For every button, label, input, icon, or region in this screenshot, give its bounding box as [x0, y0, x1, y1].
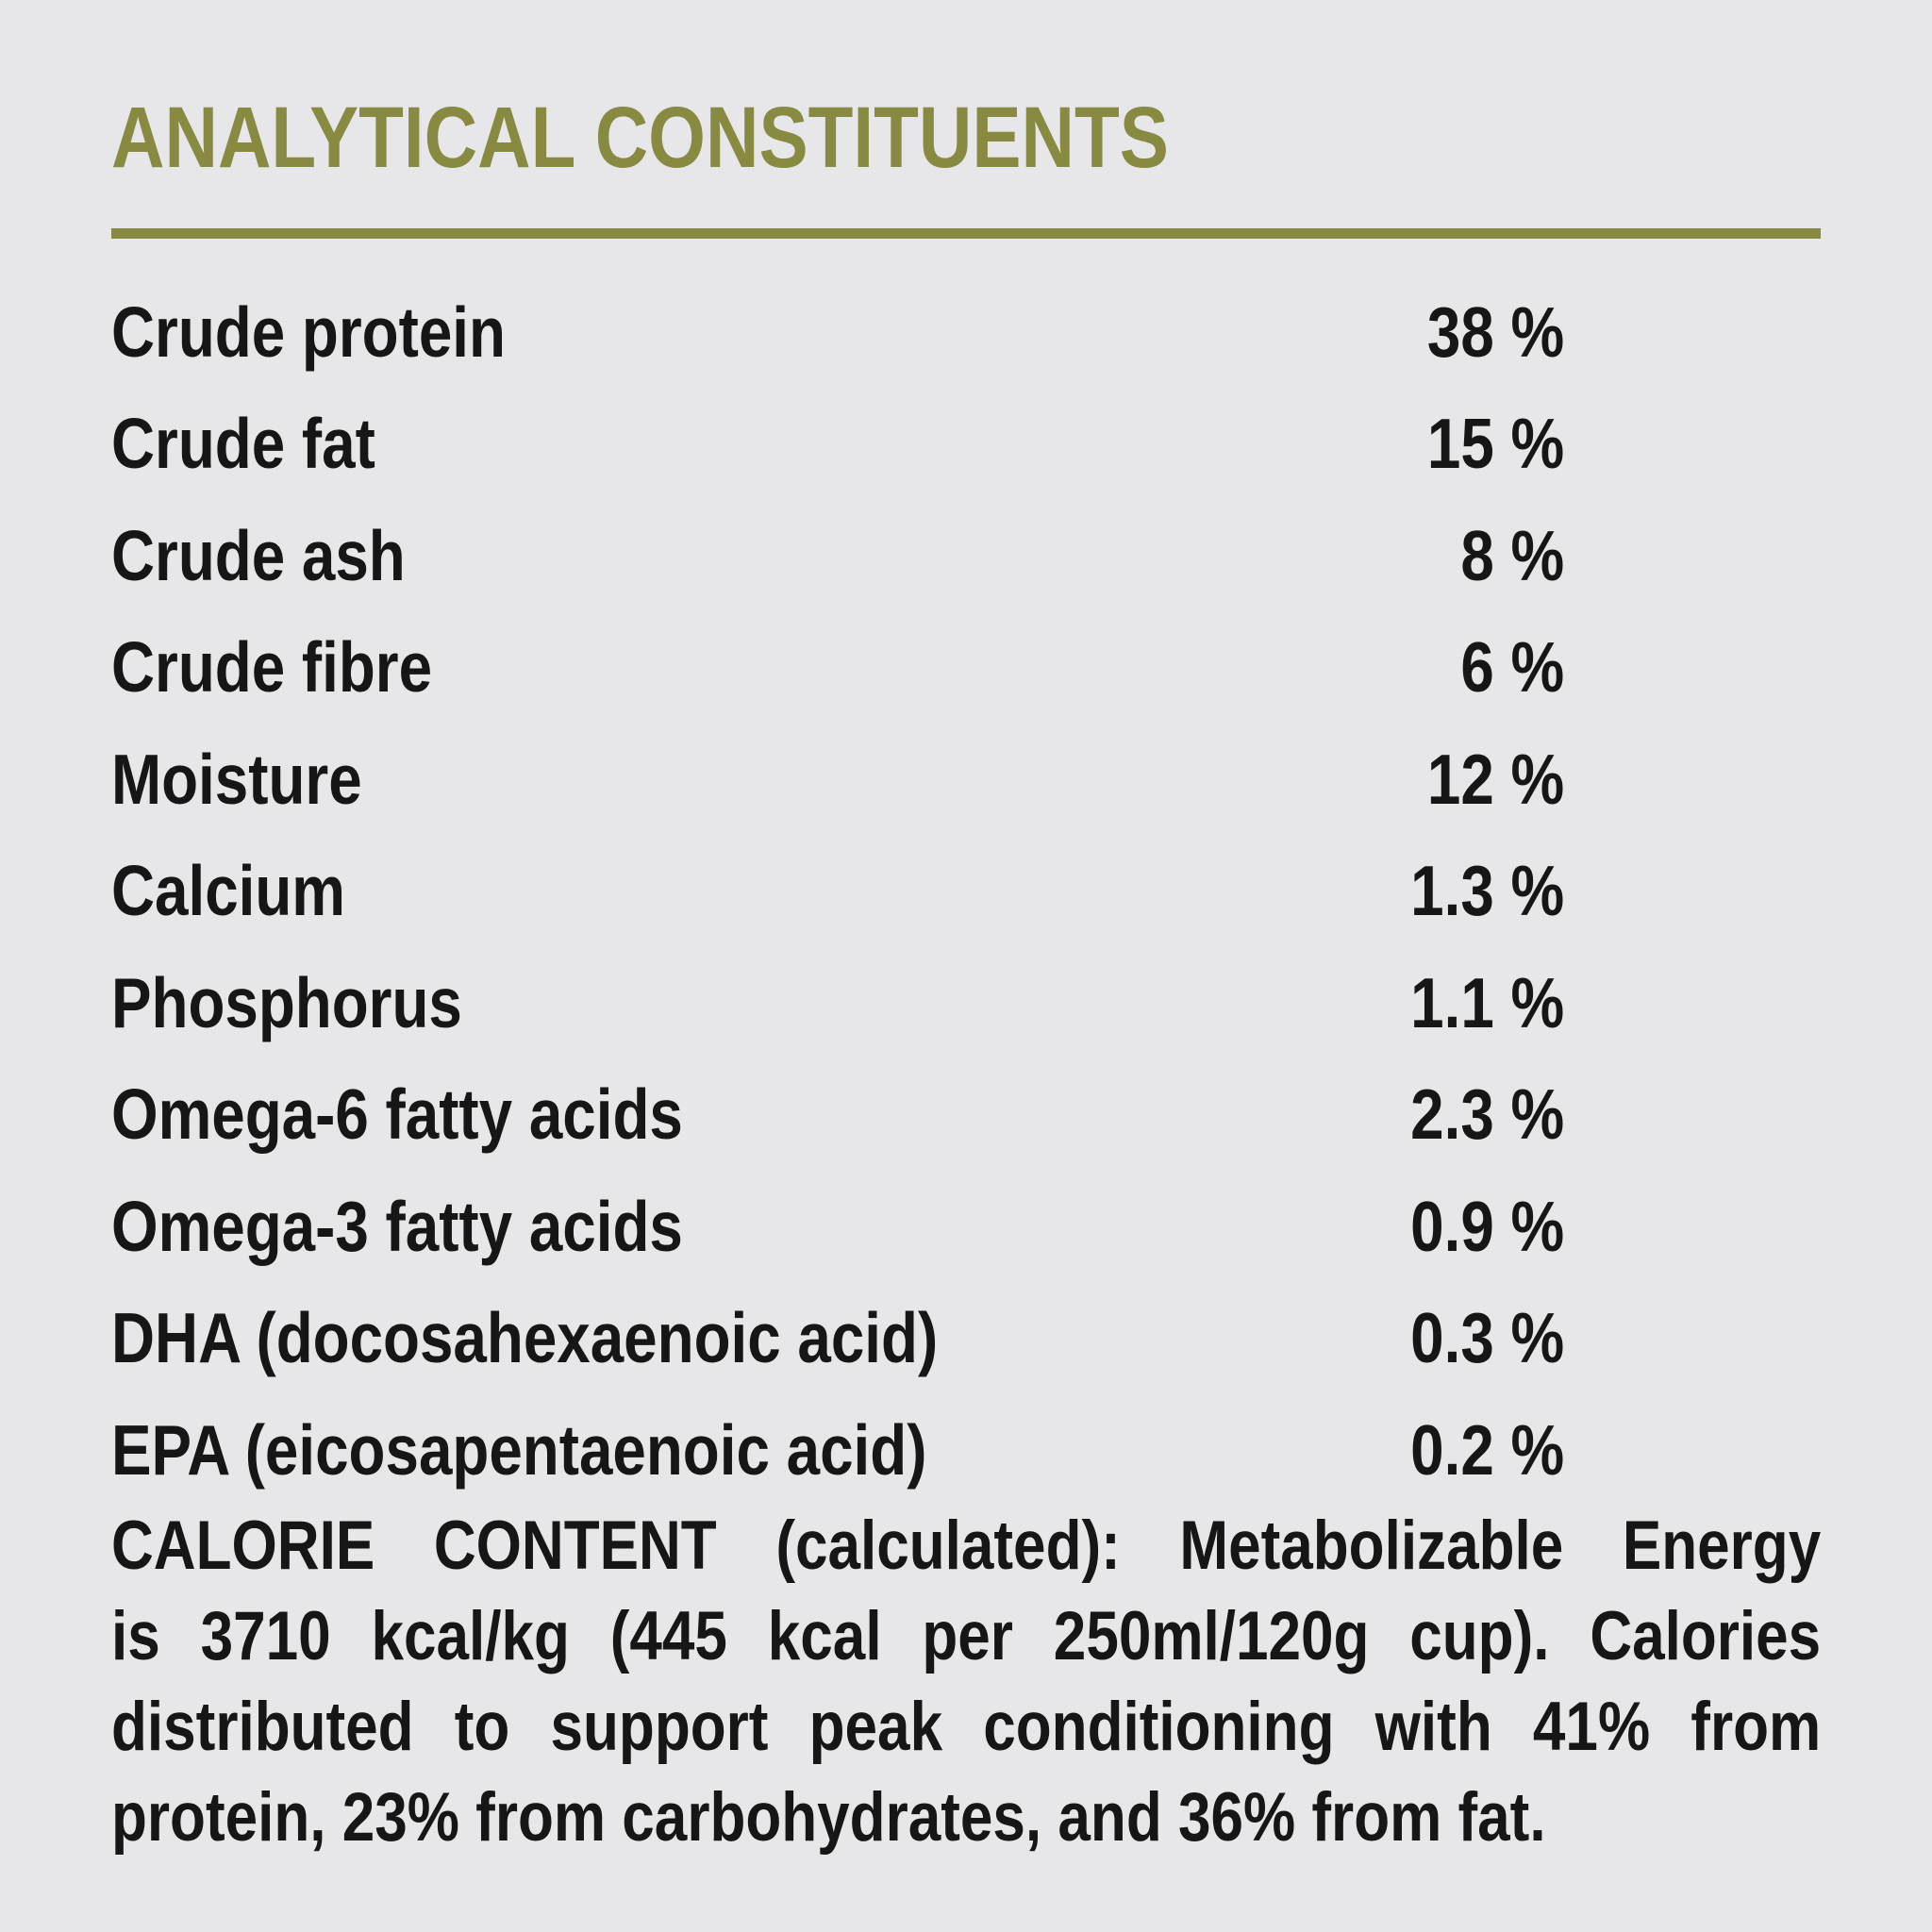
- table-row-inner: [111, 291, 1565, 372]
- constituent-value: 38 %: [1426, 291, 1565, 372]
- constituent-label: DHA (docosahexaenoic acid): [111, 1298, 939, 1378]
- table-row: [111, 947, 1821, 1059]
- table-row: [111, 836, 1821, 948]
- table-row: [111, 276, 1821, 389]
- calorie-content-line: [111, 1501, 1821, 1591]
- table-row: [111, 1283, 1821, 1395]
- constituent-label: Crude fat: [111, 404, 375, 484]
- table-row-inner: [111, 739, 1565, 819]
- section-title-text: ANALYTICAL CONSTITUENTS: [111, 90, 1169, 186]
- calorie-content-line: [111, 1773, 1821, 1863]
- table-row: [111, 500, 1821, 612]
- constituent-value: 0.9 %: [1410, 1186, 1565, 1266]
- constituent-label: Moisture: [111, 739, 362, 819]
- constituent-value: 8 %: [1460, 515, 1565, 595]
- table-row: [111, 612, 1821, 724]
- table-row-inner: [111, 515, 1565, 595]
- title-underline: [111, 228, 1821, 239]
- table-row-inner: [111, 851, 1565, 931]
- constituent-label: Omega-3 fatty acids: [111, 1186, 683, 1266]
- constituent-value: 1.3 %: [1410, 851, 1565, 931]
- calorie-content-line-text: is 3710 kcal/kg (445 kcal per 250ml/120g cup). Calories: [111, 1597, 1822, 1674]
- constituent-value: 0.2 %: [1410, 1409, 1565, 1490]
- constituent-label: Omega-6 fatty acids: [111, 1074, 683, 1155]
- constituent-label: Phosphorus: [111, 962, 462, 1042]
- table-row: [111, 1059, 1821, 1172]
- table-row-inner: [111, 1186, 1565, 1266]
- constituent-value: 0.3 %: [1410, 1298, 1565, 1378]
- constituent-label: Crude protein: [111, 291, 506, 372]
- constituent-value: 2.3 %: [1410, 1074, 1565, 1155]
- table-row: [111, 1171, 1821, 1283]
- calorie-content-paragraph: [111, 1501, 1821, 1863]
- table-row-inner: [111, 962, 1565, 1042]
- table-row-inner: [111, 1409, 1565, 1490]
- calorie-content-line: [111, 1682, 1821, 1773]
- calorie-content-line: [111, 1591, 1821, 1682]
- section-title: [111, 90, 1821, 186]
- constituent-value: 15 %: [1426, 404, 1565, 484]
- calorie-content-line-text: distributed to support peak conditioning with 41% from: [111, 1688, 1822, 1765]
- table-row: [111, 389, 1821, 501]
- calorie-content-line-text: protein, 23% from carbohydrates, and 36% from fat.: [111, 1778, 1546, 1856]
- table-row-inner: [111, 1074, 1565, 1155]
- table-row: [111, 1394, 1821, 1507]
- constituent-label: Calcium: [111, 851, 346, 931]
- constituent-value: 1.1 %: [1410, 962, 1565, 1042]
- calorie-content-line-text: CALORIE CONTENT (calculated): Metabolizable Energy: [111, 1507, 1822, 1584]
- constituent-value: 6 %: [1460, 627, 1565, 708]
- constituents-table: [111, 276, 1821, 1507]
- table-row: [111, 724, 1821, 836]
- table-row-inner: [111, 404, 1565, 484]
- constituent-value: 12 %: [1426, 739, 1565, 819]
- constituent-label: Crude ash: [111, 515, 406, 595]
- table-row-inner: [111, 1298, 1565, 1378]
- table-row-inner: [111, 627, 1565, 708]
- constituent-label: Crude fibre: [111, 627, 433, 708]
- constituent-label: EPA (eicosapentaenoic acid): [111, 1409, 927, 1490]
